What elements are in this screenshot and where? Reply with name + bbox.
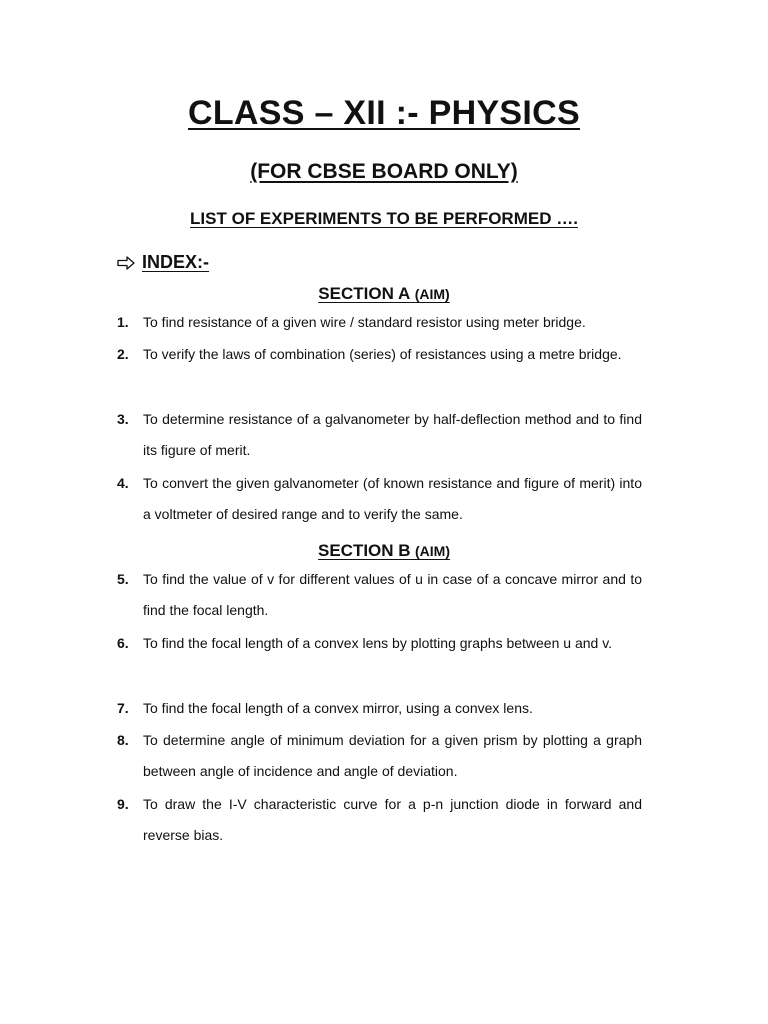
right-arrow-icon (117, 256, 135, 270)
experiment-number: 5. (117, 571, 129, 587)
experiment-text: To find the value of v for different values of u in case of a concave mirror and to find the focal length. (143, 571, 642, 618)
experiment-text: To find the focal length of a convex mirror, using a convex lens. (143, 700, 533, 716)
experiment-number: 1. (117, 314, 129, 330)
section-b-name: SECTION B (317, 541, 411, 560)
experiment-number: 9. (117, 796, 129, 812)
experiment-item (117, 307, 642, 338)
experiment-number: 8. (117, 732, 129, 748)
experiment-text: To draw the I-V characteristic curve for a p-n junction diode in forward and reverse bias. (143, 796, 642, 843)
experiment-item (117, 789, 642, 851)
experiment-item (117, 404, 642, 466)
experiment-number: 2. (117, 346, 129, 362)
experiment-text: To determine angle of minimum deviation for a given prism by plotting a graph between angle of incidence and angle of deviation. (143, 732, 642, 779)
experiment-number: 6. (117, 635, 129, 651)
experiment-item (117, 564, 642, 626)
page-title: CLASS – XII :- PHYSICS (187, 94, 580, 132)
experiment-number: 4. (117, 475, 129, 491)
experiment-text: To find the focal length of a convex lens by plotting graphs between u and v. (143, 635, 613, 651)
section-b-heading (0, 541, 768, 561)
experiment-item (117, 725, 642, 787)
section-a-heading (0, 284, 768, 304)
experiment-item (117, 693, 642, 724)
experiment-text: To convert the given galvanometer (of known resistance and figure of merit) into a voltmeter of desired range and to verify the same. (143, 475, 642, 522)
experiment-text: To find resistance of a given wire / standard resistor using meter bridge. (143, 314, 586, 330)
experiment-text: To determine resistance of a galvanometer by half-deflection method and to find its figure of merit. (143, 411, 642, 458)
index-label: INDEX:- (142, 252, 209, 272)
section-a-tag: (AIM) (414, 286, 450, 302)
experiment-item (117, 628, 642, 659)
page-subtitle: (FOR CBSE BOARD ONLY) (250, 160, 518, 183)
experiment-item (117, 468, 642, 530)
experiment-number: 7. (117, 700, 129, 716)
experiment-text: To verify the laws of combination (series) of resistances using a metre bridge. (143, 346, 622, 362)
section-b-tag: (AIM) (415, 543, 450, 559)
experiment-number: 3. (117, 411, 129, 427)
list-heading: LIST OF EXPERIMENTS TO BE PERFORMED …. (190, 209, 578, 228)
index-heading (117, 252, 209, 273)
section-a-name: SECTION A (318, 284, 411, 303)
experiment-item (117, 339, 642, 370)
